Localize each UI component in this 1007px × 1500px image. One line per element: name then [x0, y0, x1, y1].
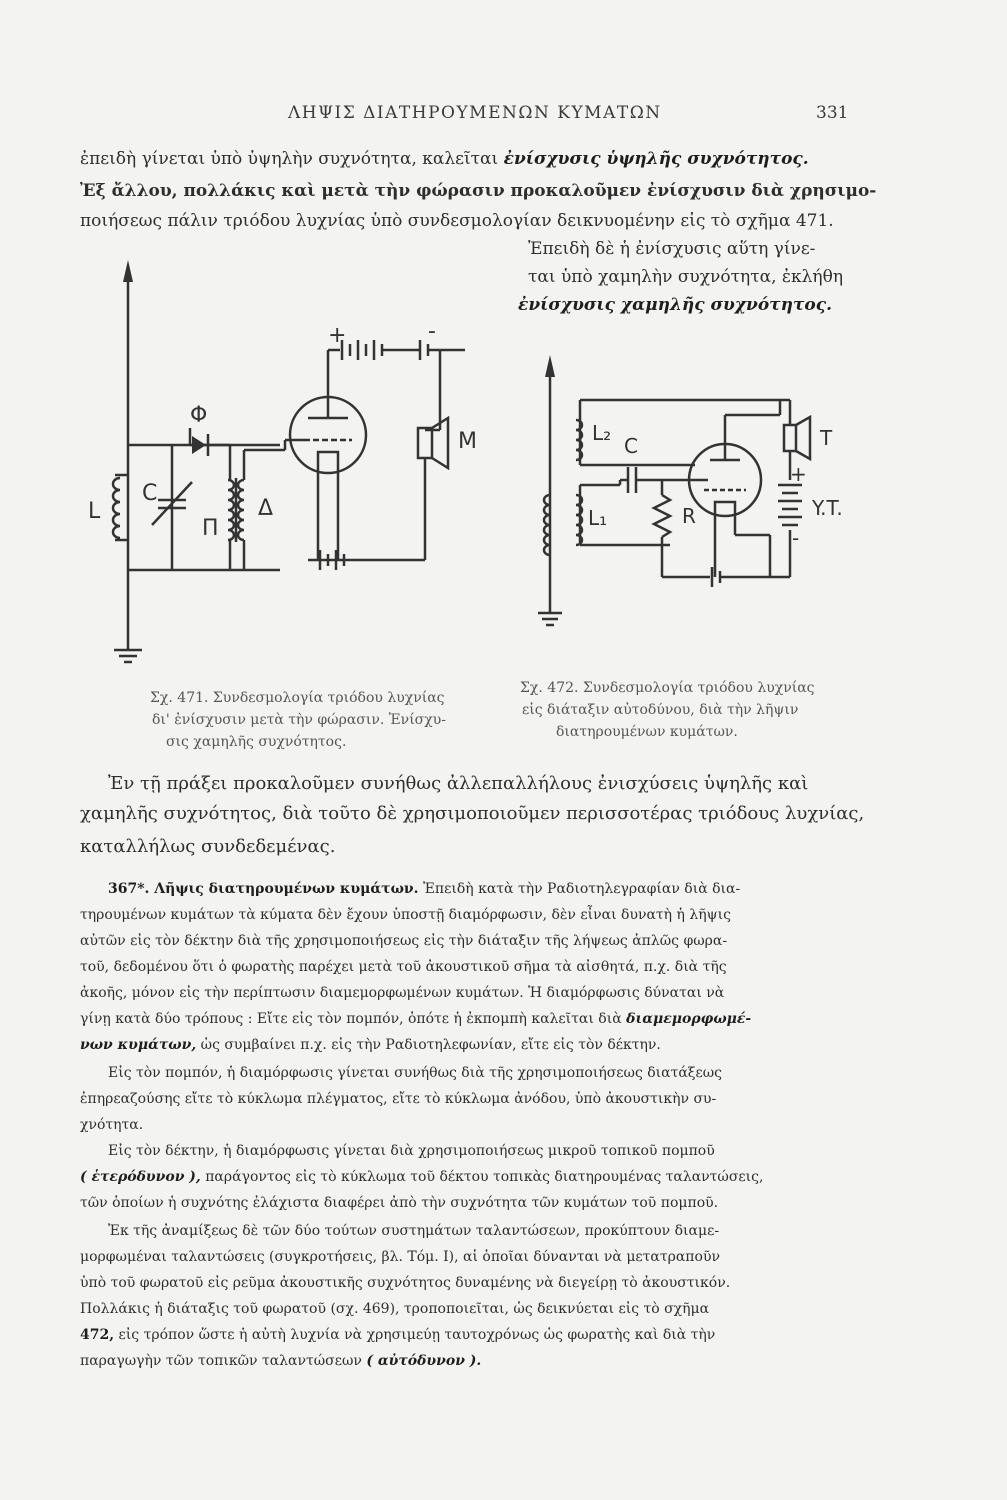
- section-p2-line-2: ἐπηρεαζούσης εἴτε τὸ κύκλωμα πλέγματος, εἴτε τὸ κύκλωμα ἀνόδου, ὑπὸ ἀκουστικὴν συ-: [80, 1091, 717, 1107]
- section-p3-line-2: ( ἑτερόδυνον ), παράγοντος εἰς τὸ κύκλωμα τοῦ δέκτου τοπικὰς διατηρουμένας ταλαντώσεις,: [80, 1169, 764, 1185]
- section-p3-line-1: Εἰς τὸν δέκτην, ἡ διαμόρφωσις γίνεται διὰ χρησιμοποιήσεως μικροῦ τοπικοῦ πομποῦ: [108, 1143, 715, 1159]
- fig471-caption-3: σις χαμηλῆς συχνότητος.: [166, 734, 347, 750]
- section-367-line-5: ἀκοῆς, μόνον εἰς τὴν περίπτωσιν διαμεμορφωμένων κυμάτων. Ἡ διαμόρφωσις δύναται νὰ: [80, 985, 725, 1001]
- fig471-caption-2: δι' ἐνίσχυσιν μετὰ τὴν φώρασιν. Ἐνίσχυ-: [152, 712, 446, 728]
- fig471-label-minus: -: [428, 319, 436, 344]
- section-367-line-1: 367*. Λῆψις διατηρουμένων κυμάτων. Ἐπειδὴ κατὰ τὴν Ραδιοτηλεγραφίαν διὰ δια-: [108, 881, 741, 897]
- fig471-caption-1: Σχ. 471. Συνδεσμολογία τριόδου λυχνίας: [150, 690, 445, 706]
- section-367-line-6: γίνῃ κατὰ δύο τρόπους : Εἴτε εἰς τὸν πομπόν, ὁπότε ἡ ἐκπομπὴ καλεῖται διὰ διαμεμορφωμέ-: [80, 1011, 752, 1027]
- fig472-caption-1: Σχ. 472. Συνδεσμολογία τριόδου λυχνίας: [520, 680, 815, 696]
- fig472-caption-2: εἰς διάταξιν αὐτοδύνου, διὰ τὴν λῆψιν: [522, 702, 799, 718]
- section-p4-line-5: 472, εἰς τρόπον ὥστε ἡ αὐτὴ λυχνία νὰ χρησιμεύῃ ταυτοχρόνως ὡς φωρατὴς καὶ διὰ τὴν: [80, 1327, 716, 1343]
- fig471-label-C: C: [142, 481, 158, 506]
- mid-paragraph-line-2: χαμηλῆς συχνότητος, διὰ τοῦτο δὲ χρησιμοποιοῦμεν περισσοτέρας τριόδους λυχνίας,: [80, 803, 865, 824]
- fig472-label-R: R: [682, 504, 696, 528]
- section-367-line-3: αὐτῶν εἰς τὸν δέκτην διὰ τῆς χρησιμοποιήσεως εἰς τὴν διάταξιν τῆς λήψεως ἁπλῶς φωρα-: [80, 933, 728, 949]
- fig472-label-minus: -: [792, 526, 800, 550]
- fig471-label-plus: +: [328, 323, 347, 348]
- section-367-line-2: τηρουμένων κυμάτων τὰ κύματα δὲν ἔχουν ὑποστῇ διαμόρφωσιν, δὲν εἶναι δυνατὴ ἡ λῆψις: [80, 907, 731, 923]
- term-high-frequency-amp: ἐνίσχυσις ὑψηλῆς συχνότητος.: [503, 149, 809, 169]
- section-p2-line-1: Εἰς τὸν πομπόν, ἡ διαμόρφωσις γίνεται συνήθως διὰ τῆς χρησιμοποιήσεως διατάξεως: [108, 1065, 723, 1081]
- intro-line-2: Ἐξ ἄλλου, πολλάκις καὶ μετὰ τὴν φώρασιν προκαλοῦμεν ἐνίσχυσιν διὰ χρησιμο-: [80, 181, 877, 201]
- fig471-label-M: M: [458, 429, 477, 454]
- mid-paragraph-line-3: καταλλήλως συνδεδεμένας.: [80, 836, 336, 857]
- fig472-label-C: C: [624, 434, 638, 458]
- section-p4-line-2: μορφωμέναι ταλαντώσεις (συγκροτήσεις, βλ. Τόμ. Ι), αἱ ὁποῖαι δύνανται νὰ μετατραποῦν: [80, 1249, 720, 1265]
- intro-line-3: ποιήσεως πάλιν τριόδου λυχνίας ὑπὸ συνδεσμολογίαν δεικνυομένην εἰς τὸ σχῆμα 471.: [80, 211, 834, 231]
- fig471-label-D: Δ: [258, 496, 274, 521]
- fig471-label-P: Π: [202, 516, 219, 541]
- figure-471-circuit: [80, 250, 500, 670]
- section-p2-line-3: χνότητα.: [80, 1117, 144, 1133]
- section-p4-line-4: Πολλάκις ἡ διάταξις τοῦ φωρατοῦ (σχ. 469), τροποποιεῖται, ὡς δεικνύεται εἰς τὸ σχῆμα: [80, 1301, 710, 1317]
- fig471-label-L: L: [88, 499, 101, 524]
- fig472-caption-3: διατηρουμένων κυμάτων.: [556, 724, 738, 740]
- fig472-label-T: T: [820, 426, 833, 450]
- running-head: ΛΗΨΙΣ ΔΙΑΤΗΡΟΥΜΕΝΩΝ ΚΥΜΑΤΩΝ: [288, 103, 662, 123]
- fig472-label-L1: L₁: [588, 506, 608, 530]
- term-low-frequency-amp: ἐνίσχυσις χαμηλῆς συχνότητος.: [518, 295, 833, 315]
- section-p3-line-3: τῶν ὁποίων ἡ συχνότης ἐλάχιστα διαφέρει ἀπὸ τὴν συχνότητα τῶν κυμάτων τοῦ πομποῦ.: [80, 1195, 719, 1211]
- mid-paragraph-line-1: Ἐν τῇ πράξει προκαλοῦμεν συνήθως ἀλλεπαλλήλους ἐνισχύσεις ὑψηλῆς καὶ: [108, 773, 809, 794]
- page-header: [0, 103, 1007, 131]
- fig472-label-plus: +: [790, 462, 807, 486]
- intro-line-4: Ἐπειδὴ δὲ ἡ ἐνίσχυσις αὕτη γίνε-: [528, 239, 816, 259]
- intro-line-1: ἐπειδὴ γίνεται ὑπὸ ὑψηλὴν συχνότητα, καλεῖται ἐνίσχυσις ὑψηλῆς συχνότητος.: [80, 149, 809, 169]
- section-p4-line-6: παραγωγὴν τῶν τοπικῶν ταλαντώσεων ( αὐτόδυνον ).: [80, 1353, 482, 1369]
- section-367-line-7: νων κυμάτων, ὡς συμβαίνει π.χ. εἰς τὴν Ραδιοτηλεφωνίαν, εἴτε εἰς τὸν δέκτην.: [80, 1037, 661, 1053]
- section-p4-line-3: ὑπὸ τοῦ φωρατοῦ εἰς ρεῦμα ἀκουστικῆς συχνότητος δυναμένης νὰ διεγείρῃ τὸ ἀκουστικόν.: [80, 1275, 731, 1291]
- fig472-label-L2: L₂: [592, 421, 612, 445]
- section-heading: 367*. Λῆψις διατηρουμένων κυμάτων.: [108, 881, 419, 897]
- section-p4-line-1: Ἐκ τῆς ἀναμίξεως δὲ τῶν δύο τούτων συστημάτων ταλαντώσεων, προκύπτουν διαμε-: [108, 1223, 720, 1239]
- fig472-label-YT: Y.T.: [812, 496, 843, 520]
- fig471-label-phi: Φ: [190, 403, 208, 428]
- intro-line-5: ται ὑπὸ χαμηλὴν συχνότητα, ἐκλήθη: [528, 267, 844, 287]
- figure-472-circuit: [520, 345, 880, 645]
- page-number: 331: [816, 103, 849, 123]
- section-367-line-4: τοῦ, δεδομένου ὅτι ὁ φωρατὴς παρέχει μετὰ τοῦ ἀκουστικοῦ σῆμα τὰ αἰσθητά, π.χ. διὰ τῆς: [80, 959, 727, 975]
